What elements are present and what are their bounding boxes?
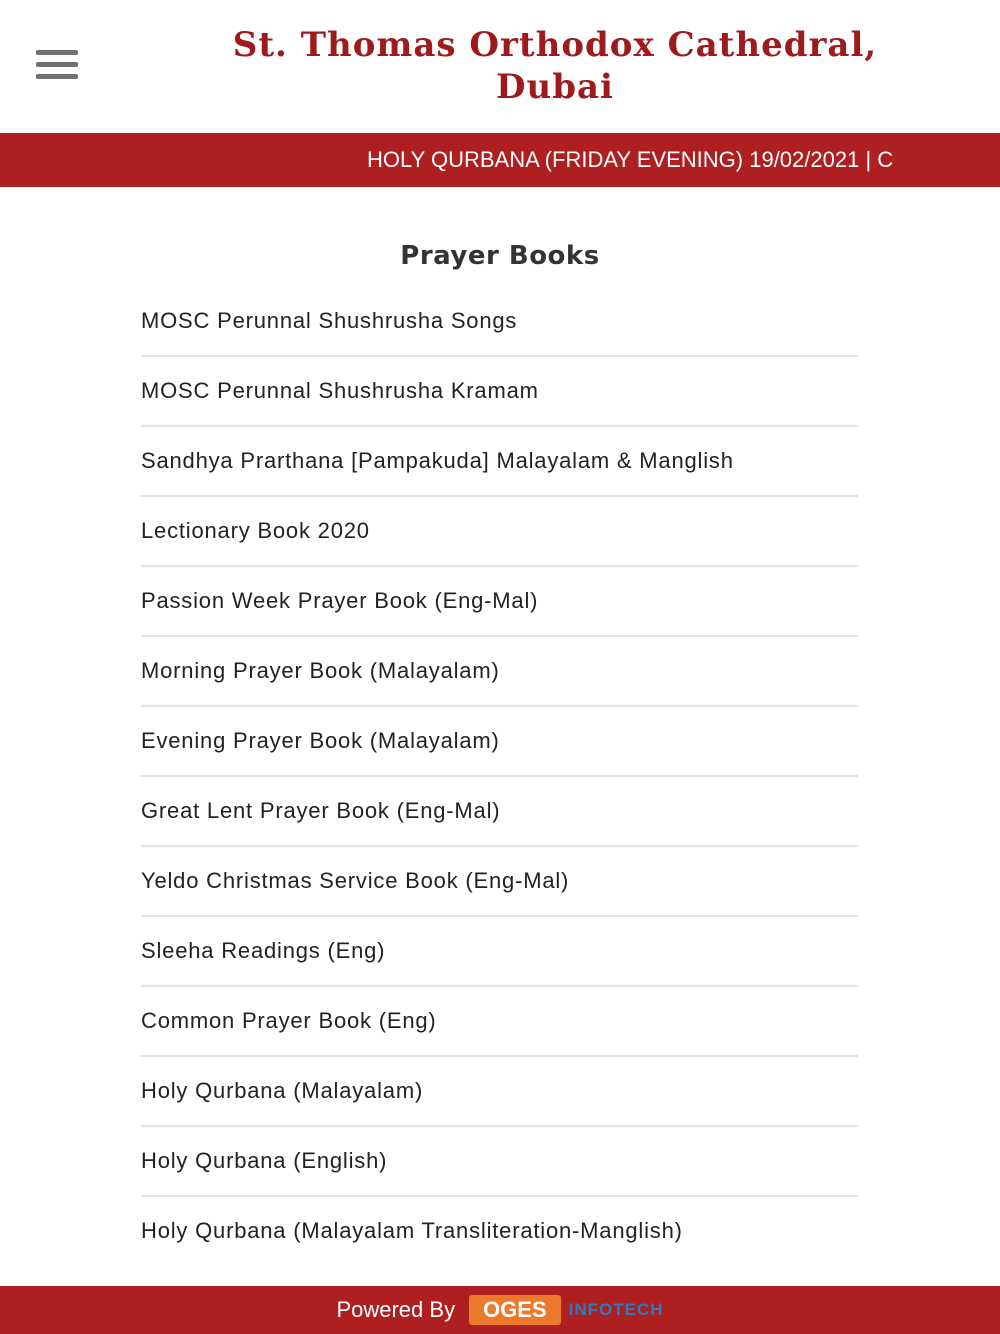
list-item[interactable]: Yeldo Christmas Service Book (Eng-Mal): [141, 847, 858, 917]
list-item[interactable]: Great Lent Prayer Book (Eng-Mal): [141, 777, 858, 847]
list-item[interactable]: Sandhya Prarthana [Pampakuda] Malayalam & Manglish: [141, 427, 858, 497]
list-item[interactable]: Holy Qurbana (English): [141, 1127, 858, 1197]
list-item[interactable]: Holy Qurbana (Malayalam Transliteration-Manglish): [141, 1218, 683, 1243]
list-item[interactable]: Evening Prayer Book (Malayalam): [141, 707, 858, 777]
powered-by-label: Powered By: [336, 1297, 456, 1322]
site-title[interactable]: St. Thomas Orthodox Cathedral, Dubai: [232, 25, 878, 107]
list-item[interactable]: MOSC Perunnal Shushrusha Songs: [141, 287, 858, 357]
list-item[interactable]: Sleeha Readings (Eng): [141, 917, 858, 987]
ticker-text: HOLY QURBANA (FRIDAY EVENING) 19/02/2021 | C: [367, 147, 894, 172]
list-item[interactable]: Lectionary Book 2020: [141, 497, 858, 567]
hamburger-menu-icon[interactable]: [36, 50, 78, 80]
prayer-book-list: [141, 287, 858, 1251]
list-item[interactable]: MOSC Perunnal Shushrusha Kramam: [141, 357, 858, 427]
list-item[interactable]: Holy Qurbana (Malayalam): [141, 1057, 858, 1127]
list-item[interactable]: Common Prayer Book (Eng): [141, 987, 858, 1057]
news-ticker[interactable]: [0, 133, 1000, 187]
list-item[interactable]: Morning Prayer Book (Malayalam): [141, 637, 858, 707]
list-item[interactable]: Passion Week Prayer Book (Eng-Mal): [141, 567, 858, 637]
header: [0, 0, 1000, 133]
infotech-logo[interactable]: INFOTECH: [568, 1300, 664, 1319]
page-title: Prayer Books: [400, 241, 600, 271]
oges-logo[interactable]: OGES: [469, 1295, 561, 1325]
footer: [0, 1286, 1000, 1334]
